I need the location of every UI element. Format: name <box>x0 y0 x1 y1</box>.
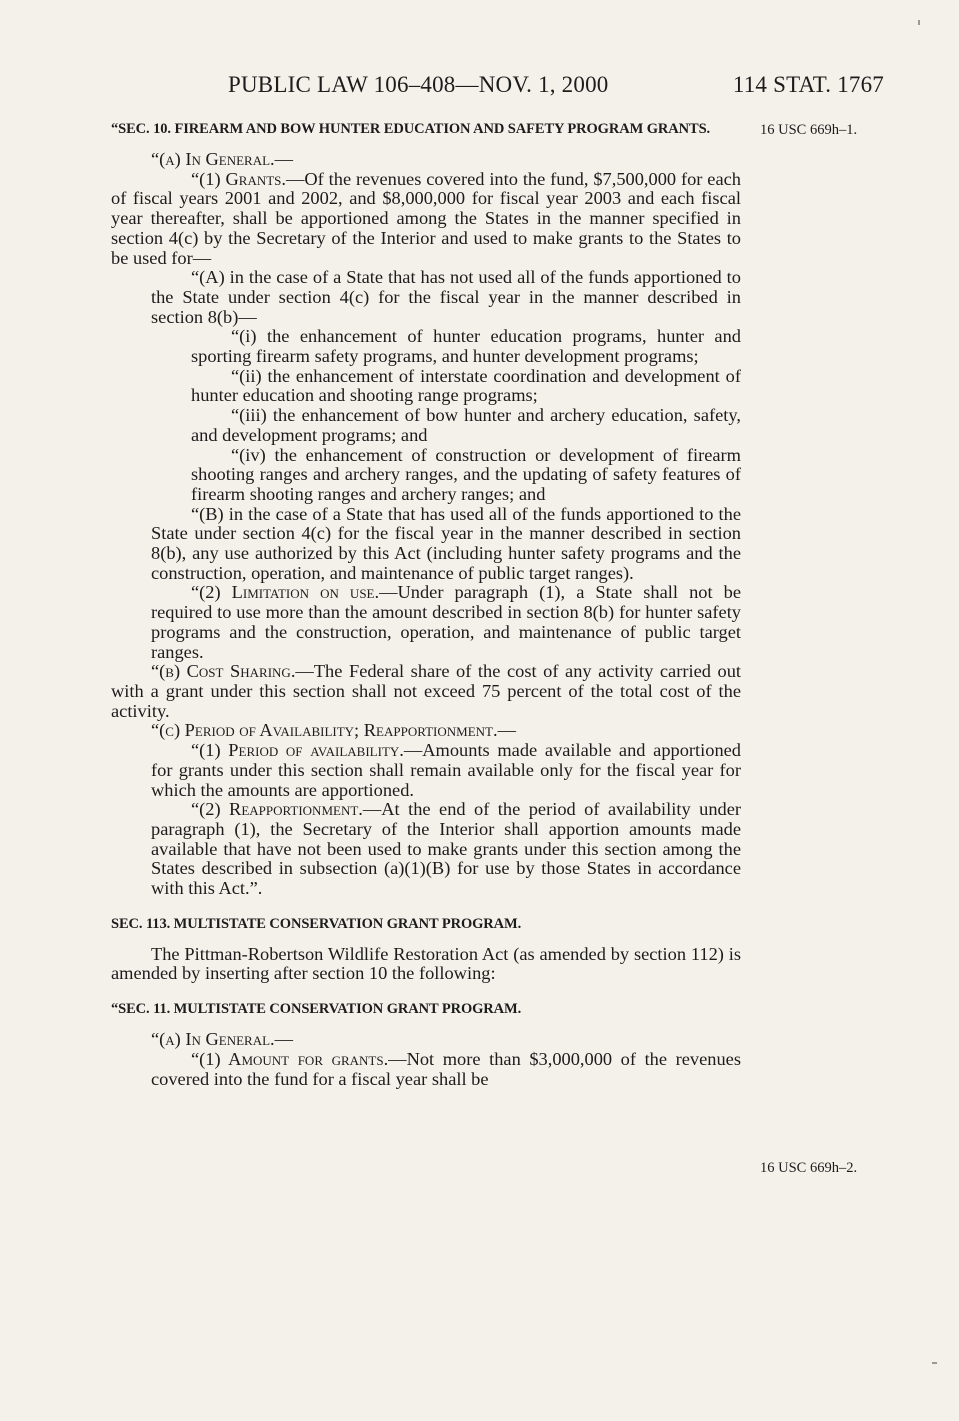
sec11-heading: “SEC. 11. MULTISTATE CONSERVATION GRANT PROGRAM. <box>111 1001 522 1018</box>
sec10-c1-paragraph: “(1) Period of availability.—Amounts made available and apportioned for grants under this section shall remain available only for the fiscal year for which the amounts are apportioned. <box>151 740 741 800</box>
page-header <box>228 72 884 102</box>
scan-speck <box>918 20 920 25</box>
sec11-a1-paragraph: “(1) Amount for grants.—Not more than $3,000,000 of the revenues covered into the fund for a fiscal year shall be <box>151 1048 741 1089</box>
sec10-b-paragraph: “(b) Cost Sharing.—The Federal share of the cost of any activity carried out with a grant under this section shall not exceed 75 percent of the total cost of the activity. <box>111 661 741 721</box>
sec113-heading: SEC. 113. MULTISTATE CONSERVATION GRANT PROGRAM. <box>111 915 522 932</box>
sec10-B-paragraph: “(B) in the case of a State that has used all of the funds apportioned to the State under section 4(c) for the fiscal year in the manner described in section 8(b), any use authorized by this Act (including hunter safety programs and the construction, operation, and maintenance of public target ranges). <box>151 503 741 583</box>
sec10-c-heading: “(c) Period of Availability; Reapportionment.— <box>151 720 516 741</box>
sec10-heading: “SEC. 10. FIREARM AND BOW HUNTER EDUCATION AND SAFETY PROGRAM GRANTS. <box>111 121 711 137</box>
body-text <box>111 120 741 1089</box>
sec11-a-heading: “(a) In General.— <box>151 1029 294 1050</box>
sec113-text: The Pittman-Robertson Wildlife Restoration Act (as amended by section 112) is amended by inserting after section 10 the following: <box>111 943 741 984</box>
sec10-A-paragraph: “(A) in the case of a State that has not used all of the funds apportioned to the State under section 4(c) for the fiscal year in the manner described in section 8(b)— <box>151 267 741 327</box>
usc-margin-note-sec11: 16 USC 669h–2. <box>760 1160 858 1176</box>
sec10-iii-clause: “(iii) the enhancement of bow hunter and archery education, safety, and development programs; and <box>191 405 741 445</box>
sec10-a1-paragraph: “(1) Grants.—Of the revenues covered into the fund, $7,500,000 for each of fiscal years 2001 and 2002, and $8,000,000 for fiscal year 2003 and each fiscal year thereafter, shall be apportioned among the States in the manner specified in section 4(c) by the Secretary of the Interior and used to make grants to the States to be used for— <box>111 168 741 268</box>
public-law-citation: PUBLIC LAW 106–408—NOV. 1, 2000 <box>228 72 609 97</box>
sec10-iv-clause: “(iv) the enhancement of construction or development of firearm shooting ranges and archery ranges, and the updating of safety features of firearm shooting ranges and archery ranges; and <box>191 444 741 504</box>
scan-speck <box>932 1362 937 1364</box>
statute-page-number: 114 STAT. 1767 <box>732 72 884 97</box>
sec10-a-heading: “(a) In General.— <box>151 149 294 169</box>
usc-margin-note-sec10: 16 USC 669h–1. <box>760 122 858 138</box>
sec10-i-clause: “(i) the enhancement of hunter education programs, hunter and sporting firearm safety programs, and hunter development programs; <box>191 326 741 367</box>
sec10-ii-clause: “(ii) the enhancement of interstate coordination and development of hunter education and shooting range programs; <box>191 365 741 406</box>
sec10-a2-paragraph: “(2) Limitation on use.—Under paragraph (1), a State shall not be required to use more than the amount described in section 8(b) for hunter safety programs and the construction, operation, and maintenance of public target ranges. <box>151 582 741 662</box>
sec10-c2-paragraph: “(2) Reapportionment.—At the end of the period of availability under paragraph (1), the Secretary of the Interior shall apportion amounts made available that have not been used to make grants under this section among the States described in subsection (a)(1)(B) for use by those States in accordance with this Act.”. <box>151 799 741 899</box>
